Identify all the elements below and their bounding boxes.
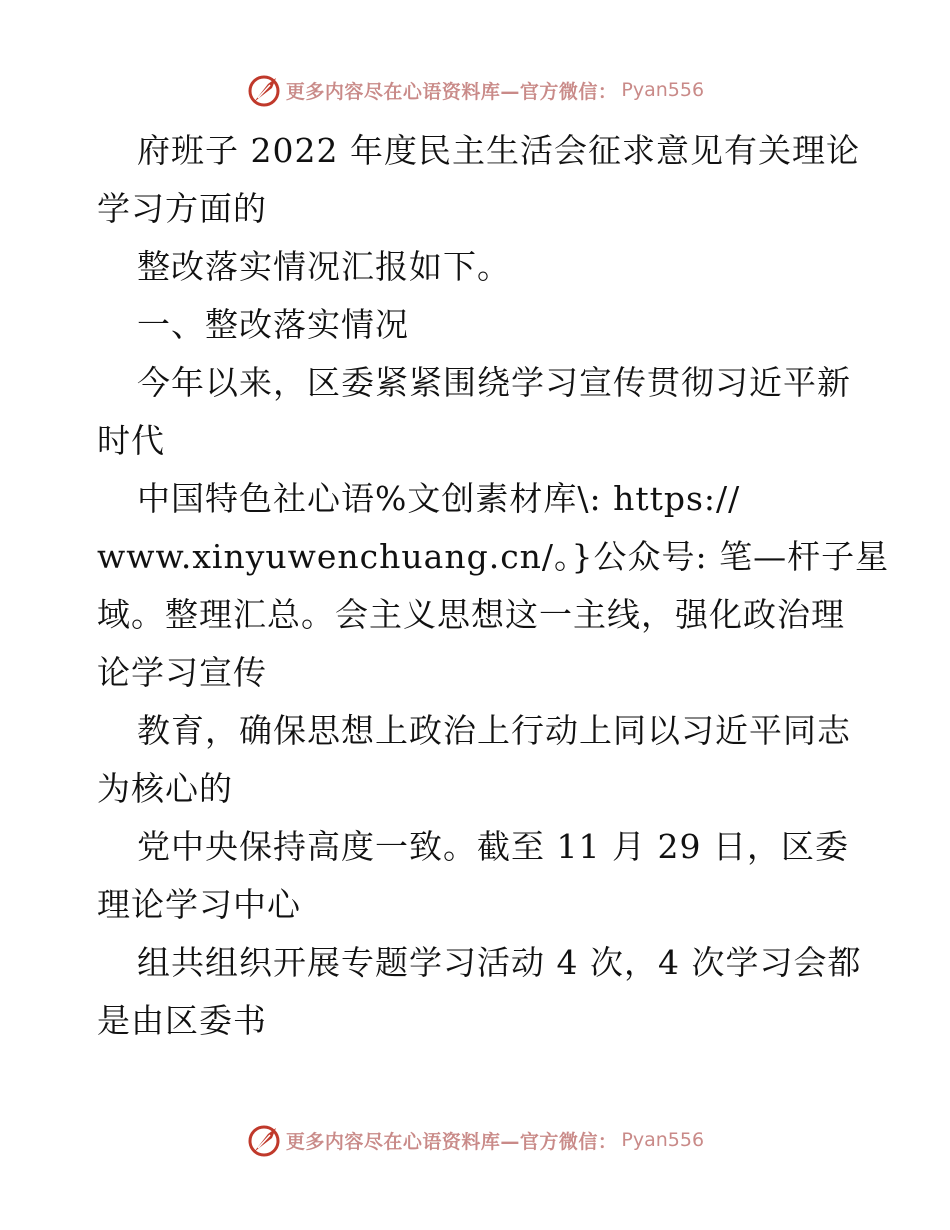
footer-banner[interactable]: [0, 1120, 950, 1160]
quill-logo-icon: [246, 1122, 282, 1158]
header-banner[interactable]: [0, 70, 950, 110]
body-text-line: 党中央保持高度一致。截至 11 月 29 日，区委: [137, 827, 849, 866]
quill-logo-icon: [246, 72, 282, 108]
body-text-line: 学习方面的: [97, 189, 267, 228]
body-text-line: 时代: [97, 421, 165, 460]
body-text-line: 论学习宣传: [97, 653, 267, 692]
body-text-line: 为核心的: [97, 769, 233, 808]
document-body: [97, 122, 890, 1050]
body-text-line: 今年以来，区委紧紧围绕学习宣传贯彻习近平新: [137, 363, 851, 402]
header-banner-wechat: Pyan556: [621, 79, 705, 101]
body-text-line: 理论学习中心: [97, 885, 301, 924]
body-text-line: 教育，确保思想上政治上行动上同以习近平同志: [137, 711, 851, 750]
body-text-line: 整改落实情况汇报如下。: [137, 247, 511, 286]
body-text-line: 组共组织开展专题学习活动 4 次，4 次学习会都: [137, 943, 862, 982]
footer-banner-text: 更多内容尽在心语资料库—官方微信：: [285, 1130, 618, 1153]
header-banner-text: 更多内容尽在心语资料库—官方微信：: [285, 80, 618, 103]
body-text-line: 域。整理汇总。会主义思想这一主线，强化政治理: [97, 595, 845, 634]
body-text-line: 府班子 2022 年度民主生活会征求意见有关理论: [137, 131, 860, 170]
body-text-line: 中国特色社心语%文创素材库\: https://: [137, 479, 741, 518]
body-text-line: www.xinyuwenchuang.cn/。}公众号: 笔—杆子星: [97, 537, 890, 576]
footer-banner-wechat: Pyan556: [621, 1129, 705, 1151]
body-text-line: 是由区委书: [97, 1001, 267, 1040]
body-text-line: 一、整改落实情况: [137, 305, 409, 344]
